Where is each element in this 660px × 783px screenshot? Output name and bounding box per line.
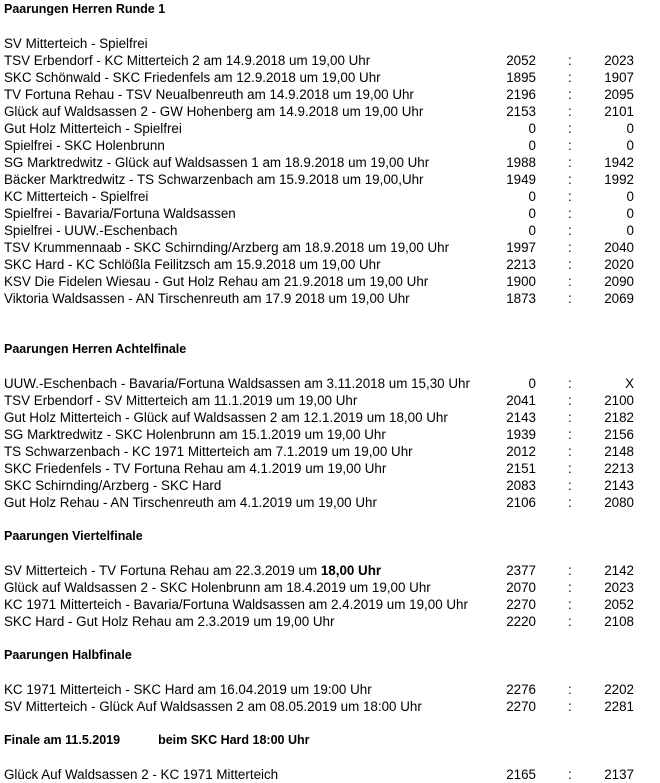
match-row	[0, 392, 660, 409]
match-description	[4, 103, 423, 120]
match-row	[0, 494, 660, 511]
match-row	[0, 188, 660, 205]
home-score: 0	[528, 121, 536, 136]
score-separator: :	[568, 240, 572, 255]
score-separator: :	[568, 597, 572, 612]
score-separator: :	[568, 461, 572, 476]
match-description	[4, 460, 386, 477]
section-heading	[4, 342, 186, 356]
score-separator: :	[568, 410, 572, 425]
score-separator: :	[568, 138, 572, 153]
home-score: 2276	[506, 682, 536, 697]
home-score: 2012	[506, 444, 536, 459]
home-score: 2106	[506, 495, 536, 510]
away-score: 2023	[604, 580, 634, 595]
match-description	[4, 273, 428, 290]
score-separator: :	[568, 478, 572, 493]
match-text: KC Mitterteich - Spielfrei	[4, 189, 149, 204]
match-description	[4, 409, 448, 426]
section-heading-text: Paarungen Herren Achtelfinale	[4, 342, 187, 356]
score-separator: :	[568, 223, 572, 238]
away-score: 0	[626, 138, 634, 153]
away-score: 0	[626, 121, 634, 136]
match-row	[0, 681, 660, 698]
match-description	[4, 477, 221, 494]
score-separator: :	[568, 393, 572, 408]
match-description	[4, 698, 422, 715]
away-score: 2213	[604, 461, 634, 476]
score-separator: :	[568, 257, 572, 272]
section-heading-venue: beim SKC Hard 18:00 Uhr	[158, 733, 310, 747]
home-score: 2151	[506, 461, 536, 476]
match-description	[4, 426, 386, 443]
match-row	[0, 613, 660, 630]
match-text: SKC Schönwald - SKC Friedenfels am 12.9.2018 um 19,00 Uhr	[4, 70, 381, 85]
score-separator: :	[568, 104, 572, 119]
score-separator: :	[568, 70, 572, 85]
home-score: 0	[528, 206, 536, 221]
match-text: SV Mitterteich - Glück Auf Waldsassen 2 am 08.05.2019 um 18:00 Uhr	[4, 699, 422, 714]
away-score: 1907	[604, 70, 634, 85]
home-score: 2041	[506, 393, 536, 408]
match-row	[0, 103, 660, 120]
away-score: 2101	[604, 104, 634, 119]
match-row	[0, 35, 660, 52]
home-score: 1949	[506, 172, 536, 187]
away-score: 2023	[604, 53, 634, 68]
score-separator: :	[568, 376, 572, 391]
match-description	[4, 222, 177, 239]
away-score: 2148	[604, 444, 634, 459]
match-description	[4, 120, 182, 137]
match-row	[0, 256, 660, 273]
away-score: 2142	[604, 563, 634, 578]
home-score: 0	[528, 223, 536, 238]
away-score: 2052	[604, 597, 634, 612]
match-row	[0, 52, 660, 69]
match-row	[0, 239, 660, 256]
match-description	[4, 239, 449, 256]
match-description	[4, 681, 372, 698]
score-separator: :	[568, 206, 572, 221]
match-row	[0, 766, 660, 783]
home-score: 1895	[506, 70, 536, 85]
match-text: Gut Holz Mitterteich - Spielfrei	[4, 121, 182, 136]
match-row	[0, 596, 660, 613]
home-score: 2377	[506, 563, 536, 578]
match-text: Spielfrei - SKC Holenbrunn	[4, 138, 165, 153]
away-score: 2095	[604, 87, 634, 102]
score-separator: :	[568, 614, 572, 629]
match-row	[0, 409, 660, 426]
away-score: 2182	[604, 410, 634, 425]
match-description	[4, 596, 468, 613]
match-description	[4, 137, 165, 154]
match-text: Glück auf Waldsassen 2 - SKC Holenbrunn am 18.4.2019 um 19,00 Uhr	[4, 580, 431, 595]
score-separator: :	[568, 444, 572, 459]
match-description	[4, 290, 410, 307]
away-score: 1992	[604, 172, 634, 187]
match-text: Spielfrei - Bavaria/Fortuna Waldsassen	[4, 206, 236, 221]
score-separator: :	[568, 172, 572, 187]
score-separator: :	[568, 155, 572, 170]
match-row	[0, 477, 660, 494]
match-text: Spielfrei - UUW.-Eschenbach	[4, 223, 178, 238]
score-separator: :	[568, 291, 572, 306]
match-row	[0, 205, 660, 222]
away-score: 2040	[604, 240, 634, 255]
away-score: 2137	[604, 767, 634, 782]
home-score: 1997	[506, 240, 536, 255]
match-text: TSV Krummennaab - SKC Schirnding/Arzberg am 18.9.2018 um 19,00 Uhr	[4, 240, 450, 255]
home-score: 2196	[506, 87, 536, 102]
section-heading-text: Paarungen Herren Runde 1	[4, 2, 166, 16]
match-description	[4, 35, 148, 52]
match-description	[4, 188, 148, 205]
score-separator: :	[568, 580, 572, 595]
match-row	[0, 171, 660, 188]
score-separator: :	[568, 563, 572, 578]
match-description	[4, 613, 334, 630]
section-heading	[4, 648, 132, 662]
match-row	[0, 375, 660, 392]
home-score: 0	[528, 376, 536, 391]
match-text: UUW.-Eschenbach - Bavaria/Fortuna Waldsassen am 3.11.2018 um 15,30 Uhr	[4, 376, 470, 391]
home-score: 2052	[506, 53, 536, 68]
match-time-bold: 18,00 Uhr	[320, 563, 382, 578]
home-score: 1900	[506, 274, 536, 289]
match-description	[4, 86, 414, 103]
score-separator: :	[568, 495, 572, 510]
match-text: Glück Auf Waldsassen 2 - KC 1971 Mitterteich	[4, 767, 279, 782]
match-text: Gut Holz Mitterteich - Glück auf Waldsassen 2 am 12.1.2019 um 18,00 Uhr	[4, 410, 448, 425]
match-description	[4, 52, 370, 69]
home-score: 1873	[506, 291, 536, 306]
home-score: 1939	[506, 427, 536, 442]
section-heading-text: Paarungen Viertelfinale	[4, 529, 143, 543]
away-score: 2281	[604, 699, 634, 714]
score-separator: :	[568, 189, 572, 204]
match-row	[0, 579, 660, 596]
away-score: 1942	[604, 155, 634, 170]
home-score: 1988	[506, 155, 536, 170]
match-row	[0, 69, 660, 86]
score-separator: :	[568, 53, 572, 68]
match-text: SG Marktredwitz - Glück auf Waldsassen 1 am 18.9.2018 um 19,00 Uhr	[4, 155, 430, 170]
away-score: 0	[626, 189, 634, 204]
home-score: 2270	[506, 699, 536, 714]
match-text: KSV Die Fidelen Wiesau - Gut Holz Rehau am 21.9.2018 um 19,00 Uhr	[4, 274, 429, 289]
match-text: TSV Erbendorf - SV Mitterteich am 11.1.2019 um 19,00 Uhr	[4, 393, 358, 408]
home-score: 2153	[506, 104, 536, 119]
home-score: 2143	[506, 410, 536, 425]
away-score: 0	[626, 206, 634, 221]
match-row	[0, 290, 660, 307]
match-row	[0, 86, 660, 103]
match-text: Glück auf Waldsassen 2 - GW Hohenberg am 14.9.2018 um 19,00 Uhr	[4, 104, 424, 119]
score-separator: :	[568, 699, 572, 714]
match-description	[4, 443, 413, 460]
away-score: 2090	[604, 274, 634, 289]
match-row	[0, 460, 660, 477]
match-description	[4, 494, 377, 511]
match-text: KC 1971 Mitterteich - Bavaria/Fortuna Waldsassen am 2.4.2019 um 19,00 Uhr	[4, 597, 468, 612]
match-description	[4, 375, 470, 392]
match-text: SKC Hard - KC Schlößla Feilitzsch am 15.9.2018 um 19,00 Uhr	[4, 257, 381, 272]
match-row	[0, 698, 660, 715]
match-description	[4, 154, 429, 171]
match-row	[0, 426, 660, 443]
section-heading-text: Paarungen Halbfinale	[4, 648, 132, 662]
score-separator: :	[568, 87, 572, 102]
away-score: 2069	[604, 291, 634, 306]
away-score: 2080	[604, 495, 634, 510]
match-row	[0, 273, 660, 290]
match-description	[4, 69, 381, 86]
home-score: 2270	[506, 597, 536, 612]
match-description	[4, 392, 357, 409]
away-score: 2143	[604, 478, 634, 493]
match-text: TS Schwarzenbach - KC 1971 Mitterteich am 7.1.2019 um 19,00 Uhr	[4, 444, 413, 459]
section-heading-text: Finale am 11.5.2019	[4, 733, 121, 747]
match-row	[0, 222, 660, 239]
match-text: Viktoria Waldsassen - AN Tirschenreuth am 17.9 2018 um 19,00 Uhr	[4, 291, 410, 306]
match-text: SV Mitterteich - Spielfrei	[4, 36, 148, 51]
score-separator: :	[568, 274, 572, 289]
away-score: 2020	[604, 257, 634, 272]
home-score: 2213	[506, 257, 536, 272]
match-row	[0, 562, 660, 579]
match-text: KC 1971 Mitterteich - SKC Hard am 16.04.2019 um 19:00 Uhr	[4, 682, 372, 697]
match-text: SKC Schirnding/Arzberg - SKC Hard	[4, 478, 222, 493]
match-text: Gut Holz Rehau - AN Tirschenreuth am 4.1.2019 um 19,00 Uhr	[4, 495, 377, 510]
away-score: 2202	[604, 682, 634, 697]
match-description	[4, 256, 381, 273]
home-score: 2165	[506, 767, 536, 782]
match-description	[4, 766, 278, 783]
match-text: SKC Friedenfels - TV Fortuna Rehau am 4.1.2019 um 19,00 Uhr	[4, 461, 387, 476]
home-score: 0	[528, 138, 536, 153]
home-score: 2220	[506, 614, 536, 629]
match-row	[0, 154, 660, 171]
score-separator: :	[568, 121, 572, 136]
match-text: Bäcker Marktredwitz - TS Schwarzenbach am 15.9.2018 um 19,00,Uhr	[4, 172, 424, 187]
match-row	[0, 137, 660, 154]
away-score: 2108	[604, 614, 634, 629]
section-heading	[4, 733, 310, 747]
score-separator: :	[568, 767, 572, 782]
score-separator: :	[568, 682, 572, 697]
away-score: X	[625, 376, 634, 391]
match-description	[4, 562, 381, 579]
match-text: SG Marktredwitz - SKC Holenbrunn am 15.1.2019 um 19,00 Uhr	[4, 427, 386, 442]
match-description	[4, 579, 431, 596]
away-score: 2100	[604, 393, 634, 408]
match-text: TV Fortuna Rehau - TSV Neualbenreuth am 14.9.2018 um 19,00 Uhr	[4, 87, 414, 102]
match-description	[4, 171, 424, 188]
match-text: SKC Hard - Gut Holz Rehau am 2.3.2019 um 19,00 Uhr	[4, 614, 335, 629]
match-row	[0, 120, 660, 137]
section-heading	[4, 529, 143, 543]
match-description	[4, 205, 236, 222]
score-separator: :	[568, 427, 572, 442]
away-score: 0	[626, 223, 634, 238]
match-row	[0, 443, 660, 460]
home-score: 2083	[506, 478, 536, 493]
section-heading	[4, 2, 165, 16]
match-text: SV Mitterteich - TV Fortuna Rehau am 22.3.2019 um	[4, 563, 321, 578]
match-text: TSV Erbendorf - KC Mitterteich 2 am 14.9.2018 um 19,00 Uhr	[4, 53, 371, 68]
home-score: 0	[528, 189, 536, 204]
home-score: 2070	[506, 580, 536, 595]
away-score: 2156	[604, 427, 634, 442]
